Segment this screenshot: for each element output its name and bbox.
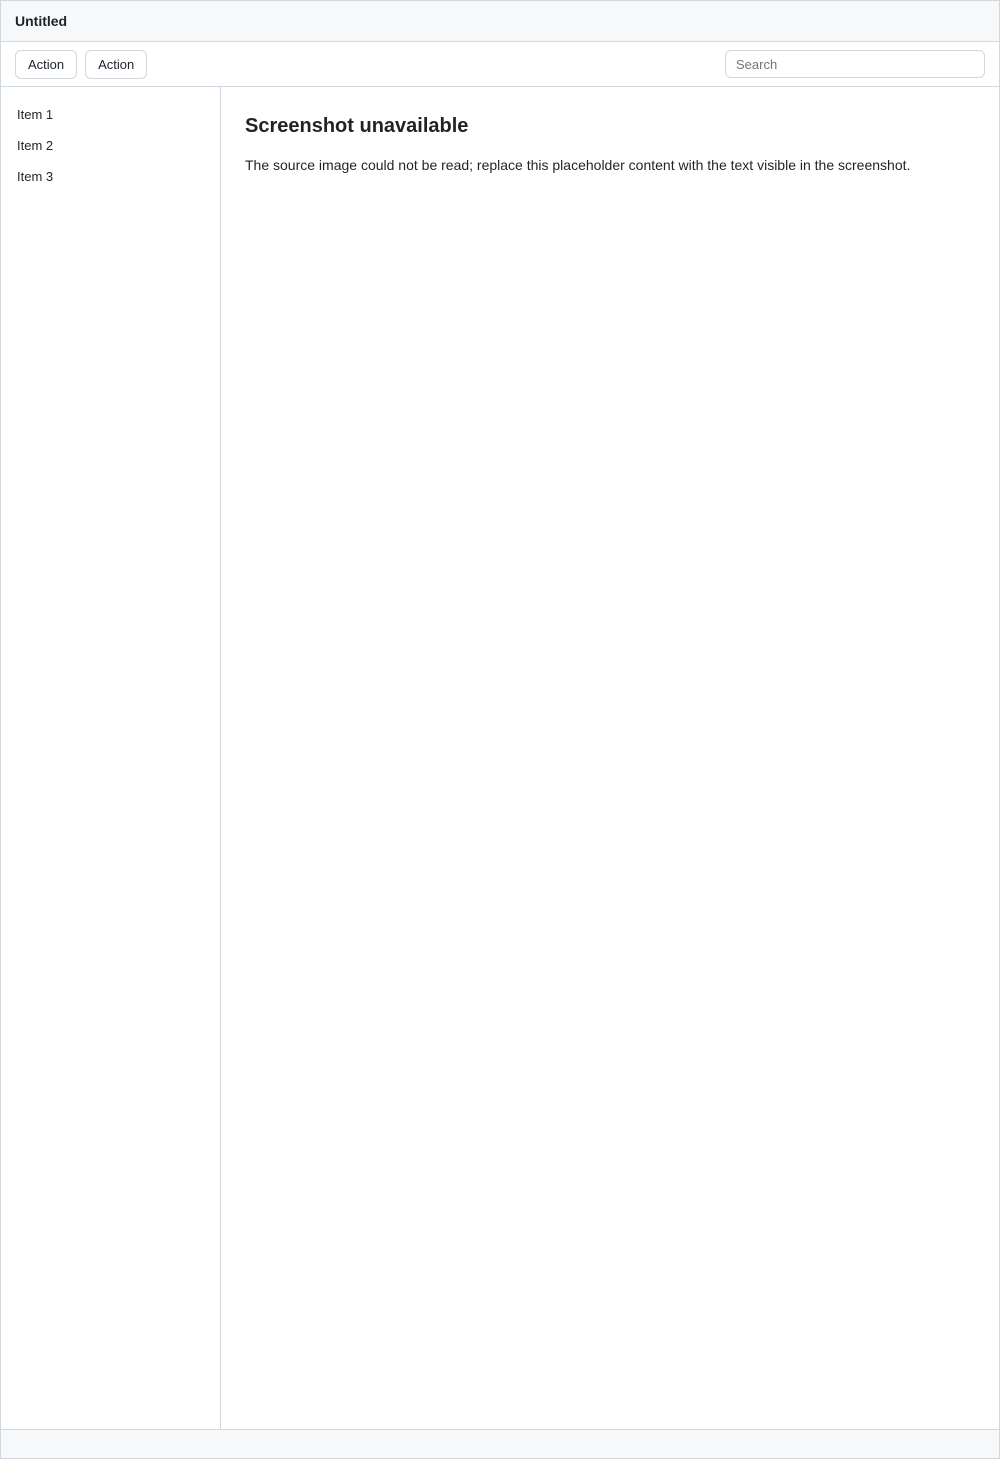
- sidebar-item[interactable]: Item 1: [17, 107, 54, 122]
- status-bar: [1, 1429, 999, 1458]
- secondary-button[interactable]: Action: [85, 50, 147, 79]
- main-area: [1, 87, 999, 1429]
- search-input[interactable]: [725, 50, 985, 78]
- primary-button[interactable]: Action: [15, 50, 77, 79]
- sidebar-item[interactable]: Item 2: [17, 138, 54, 153]
- toolbar: [1, 42, 999, 87]
- window-title: Untitled: [15, 13, 68, 29]
- page-title: Screenshot unavailable: [245, 115, 469, 137]
- sidebar: [1, 87, 221, 1429]
- sidebar-item[interactable]: Item 3: [17, 169, 54, 184]
- body-text: The source image could not be read; replace this placeholder content with the text visible in the screenshot.: [245, 157, 911, 173]
- content-pane: [221, 87, 999, 1429]
- title-bar: [1, 1, 999, 42]
